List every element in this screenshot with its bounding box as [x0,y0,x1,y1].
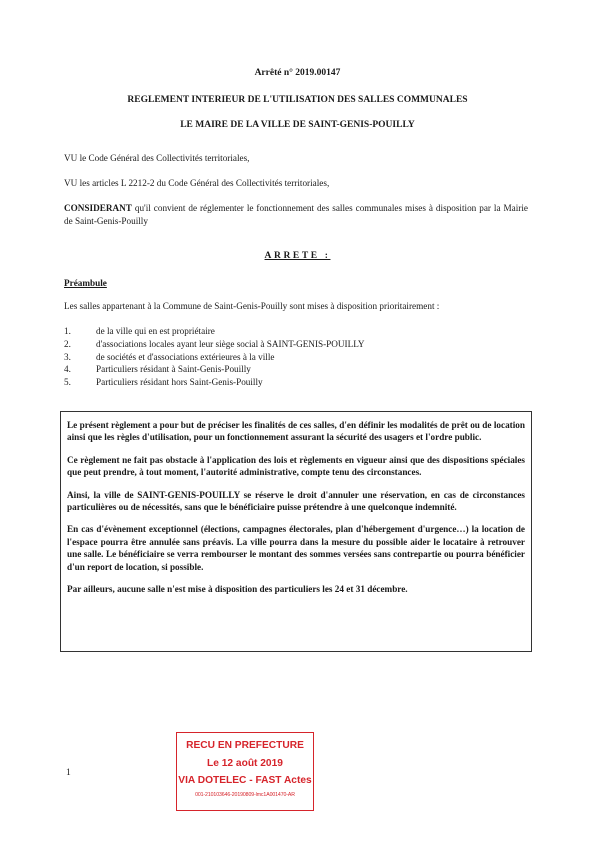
box-paragraph-cancellation: Ainsi, la ville de SAINT-GENIS-POUILLY se réserve le droit d'annuler une réservation, en cas de circonstances particulières ou de nécessités, sans que le bénéficiaire puisse prétendre à une quelconque indemnité. [67,489,525,513]
list-item [64,363,365,376]
box-paragraph-exceptional: En cas d'évènement exceptionnel (élections, campagnes électorales, plan d'hébergement d'urgence…) la location de l'espace pourra être annulée sans préavis. La ville pourra dans la mesure du possible aider le locataire à retrouver une salle. Le bénéficiaire se verra rembourser le montant des sommes versées sans contrepartie ou pourra bénéficier d'un report de location, si possible. [67,524,525,572]
list-item-text: de sociétés et d'associations extérieures à la ville [96,351,275,362]
considerant-paragraph [64,202,528,227]
stamp-via: VIA DOTELEC - FAST Actes [178,775,312,786]
list-item-number: 1. [64,326,71,336]
visa-articles: VU les articles L 2212-2 du Code Général des Collectivités territoriales, [64,178,330,188]
rules-box [60,411,532,652]
authority-line: LE MAIRE DE LA VILLE DE SAINT-GENIS-POUILLY [180,120,415,130]
stamp-reference: 001-210103646-20190809-lmc1A001470-AR [195,792,295,798]
stamp-received: RECU EN PREFECTURE [186,740,304,751]
list-item [64,325,365,338]
list-item-text: Particuliers résidant à Saint-Genis-Pouilly [96,364,251,375]
box-paragraph-december: Par ailleurs, aucune salle n'est mise à disposition des particuliers les 24 et 31 décembre. [67,584,408,595]
arrete-number: Arrêté n° 2019.00147 [254,68,341,78]
list-item-number: 4. [64,364,71,375]
list-item-text: d'associations locales ayant leur siège social à SAINT-GENIS-POUILLY [96,338,365,349]
list-item-number: 3. [64,351,71,362]
list-item [64,338,365,351]
box-paragraph-purpose: Le présent règlement a pour but de préciser les finalités de ces salles, d'en définir les modalités de prêt ou de location ainsi que les règles d'utilisation, pour un fonctionnement assurant la sécurité des usagers et l'ordre public. [67,420,525,443]
prefecture-stamp [176,732,314,811]
box-paragraph-laws: Ce règlement ne fait pas obstacle à l'application des lois et règlements en vigueur ainsi que des dispositions spéciales que peut prendre, à tout moment, l'autorité administrative, compte tenu des circonstances. [67,454,525,478]
list-item-number: 5. [64,377,71,388]
preambule-intro: Les salles appartenant à la Commune de Saint-Genis-Pouilly sont mises à disposition prioritairement : [64,301,440,311]
considerant-text: qu'il convient de réglementer le fonctionnement des salles communales mises à disposition par la Mairie de Saint-Genis-Pouilly [64,203,528,226]
preambule-title: Préambule [64,278,107,288]
list-item-text: de la ville qui en est propriétaire [96,326,215,336]
arrete-heading: ARRETE : [264,251,331,261]
visa-code-general: VU le Code Général des Collectivités territoriales, [64,153,250,163]
priority-list [64,325,365,389]
list-item-text: Particuliers résidant hors Saint-Genis-Pouilly [96,377,263,388]
considerant-label: CONSIDERANT [64,203,132,213]
list-item [64,351,365,364]
list-item-number: 2. [64,338,71,349]
list-item [64,376,365,389]
stamp-date: Le 12 août 2019 [207,758,283,769]
document-title: REGLEMENT INTERIEUR DE L'UTILISATION DES SALLES COMMUNALES [127,95,468,105]
page-number: 1 [66,768,71,778]
